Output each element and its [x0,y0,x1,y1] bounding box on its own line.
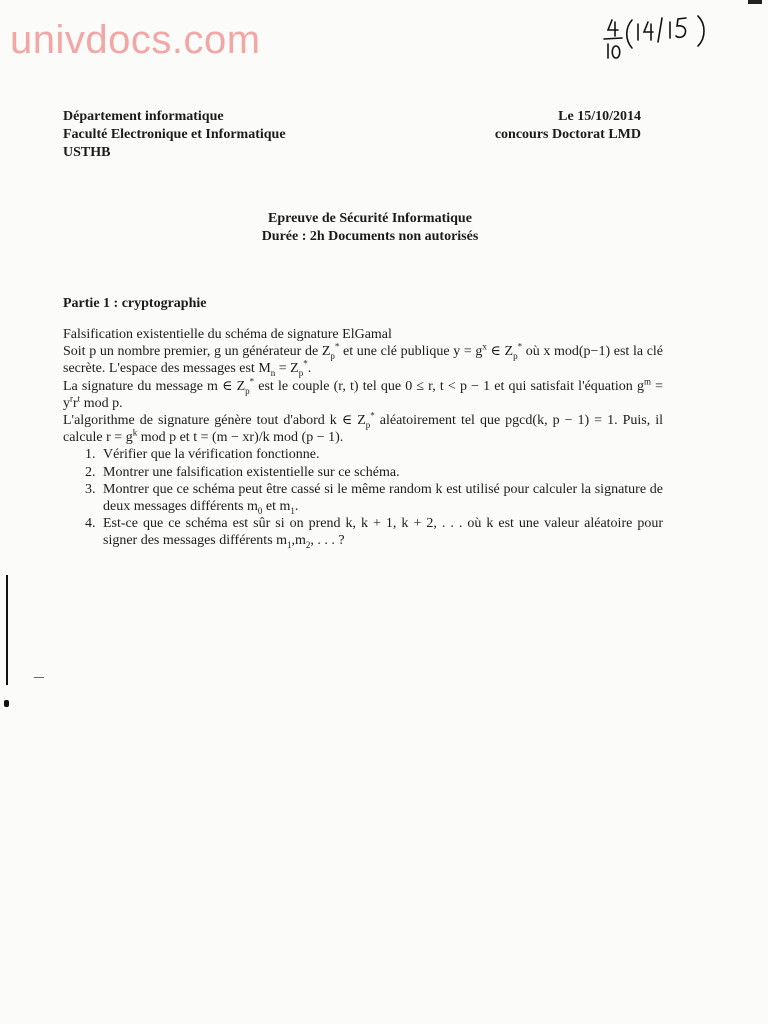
paragraph-signature: La signature du message m ∈ $Z_p^*$ est le couple (r, t) tel que 0 ≤ r, t < p − 1 et qui satisfait l'équation $g^m = y^rr^t$ mod p. [63,375,664,411]
scan-margin-dash [34,677,44,678]
scan-corner-mark [748,0,762,4]
exam-date: Le 15/10/2014 [558,109,641,124]
exam-title-block [150,210,590,246]
exercise-title: Falsification existentielle du schéma de signature ElGamal [63,327,392,342]
question-4: 4. Est-ce que ce schéma est sûr si on prend k, k + 1, k + 2, . . . où k est une valeur aléatoire pour signer des messages différents $m_1,m_2$, . . . ? [85,516,663,551]
question-3: 3. Montrer que ce schéma peut être cassé si le même random k est utilisé pour calculer la signature de deux messages différents $m_0$ et $m_1$. [85,481,663,516]
department-name: Département informatique [63,109,224,124]
handwritten-grade-drawing [600,8,720,64]
exam-duration: Durée : 2h Documents non autorisés [261,229,479,244]
paragraph-setup: Soit p un nombre premier, g un générateur de $Z_p^*$ et une clé publique $y = g^x$ ∈ $Z_p^*$ où x mod(p−1) est la clé secrète. L'espace des messages est $M_n = Z_p^*$. [63,341,664,379]
exam-title: Epreuve de Sécurité Informatique [268,211,472,226]
university-name: USTHB [63,145,111,160]
exam-concours: concours Doctorat LMD [494,127,641,142]
institution-header [63,108,286,162]
faculty-name: Faculté Electronique et Informatique [63,127,286,142]
paragraph-algorithm: L'algorithme de signature génère tout d'abord k ∈ $Z_p^*$ aléatoirement tel que pgcd(k, p − 1) = 1. Puis, il calcule $r = g^k$ mod p et t = (m − xr)/k mod (p − 1). [63,410,664,446]
question-list [63,446,663,549]
scan-margin-line [6,575,8,685]
exercise-body [63,326,663,550]
scan-margin-dot [4,700,9,707]
question-2: 2. Montrer une falsification existentielle sur ce schéma. [85,464,400,480]
handwritten-grade [600,8,720,64]
part-heading: Partie 1 : cryptographie [63,296,207,311]
question-1: 1. Vérifier que la vérification fonctionne. [85,447,320,463]
watermark: univdocs.com [10,18,261,62]
exam-info-header [488,108,641,144]
